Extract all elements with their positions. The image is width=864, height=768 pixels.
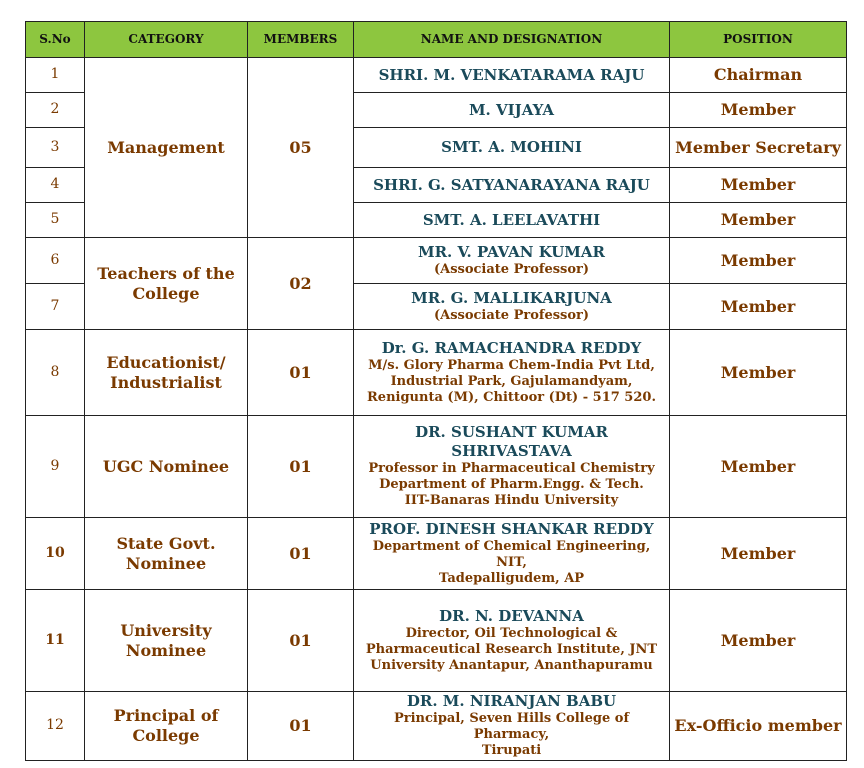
member-designation-line: Department of Pharm.Engg. & Tech.	[379, 477, 644, 493]
name-designation-cell	[354, 58, 670, 93]
member-designation-line: Tirupati	[481, 743, 542, 759]
member-name: SHRI. G. SATYANARAYANA RAJU	[373, 175, 650, 194]
members-count-cell: 01	[248, 692, 354, 761]
members-count-cell: 01	[248, 330, 354, 416]
header-sno: S.No	[26, 22, 85, 58]
sno-cell: 12	[26, 692, 85, 761]
name-designation-cell	[354, 590, 670, 692]
name-designation-cell	[354, 203, 670, 238]
member-name: DR. M. NIRANJAN BABU	[406, 692, 617, 710]
governing-body-table	[25, 21, 847, 761]
position-cell: Member	[670, 203, 847, 238]
name-designation-cell	[354, 238, 670, 284]
category-cell: UGC Nominee	[85, 416, 248, 518]
header-members: MEMBERS	[248, 22, 354, 58]
position-cell: Member	[670, 518, 847, 590]
position-cell: Chairman	[670, 58, 847, 93]
members-count-cell: 01	[248, 518, 354, 590]
member-name: M. VIJAYA	[468, 100, 555, 119]
member-name: DR. N. DEVANNA	[439, 606, 584, 625]
table-row	[26, 58, 847, 93]
member-designation-line: Renigunta (M), Chittoor (Dt) - 517 520.	[367, 390, 656, 405]
member-name: Dr. G. RAMACHANDRA REDDY	[381, 338, 642, 357]
member-name: SMT. A. LEELAVATHI	[422, 210, 601, 229]
table-row	[26, 416, 847, 518]
name-designation-cell	[354, 692, 670, 761]
sno-cell: 10	[26, 518, 85, 590]
table-row	[26, 590, 847, 692]
sno-cell: 7	[26, 284, 85, 330]
member-name: DR. SUSHANT KUMAR SHRIVASTAVA	[415, 423, 608, 461]
member-designation-line: M/s. Glory Pharma Chem-India Pvt Ltd,	[368, 357, 655, 373]
name-designation-cell	[354, 330, 670, 416]
position-cell: Member	[670, 330, 847, 416]
member-name: SMT. A. MOHINI	[441, 138, 582, 157]
member-name: MR. G. MALLIKARJUNA	[411, 289, 612, 307]
member-designation-line: (Associate Professor)	[433, 261, 590, 277]
sno-cell: 9	[26, 416, 85, 518]
header-category: CATEGORY	[85, 22, 248, 58]
members-count-cell: 05	[248, 58, 354, 238]
sno-cell: 6	[26, 238, 85, 284]
sno-cell: 1	[26, 58, 85, 93]
table-body	[26, 58, 847, 761]
header-row	[26, 22, 847, 58]
table-row	[26, 238, 847, 284]
member-designation-line: Pharmaceutical Research Institute, JNT	[365, 641, 658, 657]
members-count-cell: 01	[248, 416, 354, 518]
name-designation-cell	[354, 168, 670, 203]
sno-cell: 2	[26, 93, 85, 128]
members-count-cell: 01	[248, 590, 354, 692]
member-designation-line: University Anantapur, Ananthapuramu	[370, 658, 653, 673]
name-designation-cell	[354, 284, 670, 330]
position-cell: Member	[670, 416, 847, 518]
member-name: MR. V. PAVAN KUMAR	[417, 243, 606, 261]
table-row	[26, 692, 847, 761]
member-designation-line: (Associate Professor)	[433, 307, 590, 323]
member-designation-line: Tadepalligudem, AP	[438, 571, 585, 586]
member-name: PROF. DINESH SHANKAR REDDY	[369, 519, 654, 538]
sno-cell: 8	[26, 330, 85, 416]
sno-cell: 5	[26, 203, 85, 238]
member-designation-line: Industrial Park, Gajulamandyam,	[390, 373, 633, 389]
header-name: NAME AND DESIGNATION	[354, 22, 670, 58]
category-cell: State Govt. Nominee	[85, 518, 248, 590]
position-cell: Member	[670, 93, 847, 128]
header-position: POSITION	[670, 22, 847, 58]
member-name: SHRI. M. VENKATARAMA RAJU	[378, 65, 645, 84]
position-cell: Member	[670, 168, 847, 203]
category-cell: Management	[85, 58, 248, 238]
member-designation-line: Principal, Seven Hills College of Pharmacy,	[393, 710, 630, 742]
position-cell: Ex-Officio member	[670, 692, 847, 761]
category-cell: University Nominee	[85, 590, 248, 692]
category-cell: Educationist/ Industrialist	[85, 330, 248, 416]
category-cell: Principal of College	[85, 692, 248, 761]
members-count-cell: 02	[248, 238, 354, 330]
position-cell: Member	[670, 284, 847, 330]
sno-cell: 3	[26, 128, 85, 168]
position-cell: Member	[670, 590, 847, 692]
sno-cell: 11	[26, 590, 85, 692]
category-cell: Teachers of the College	[85, 238, 248, 330]
member-designation-line: Department of Chemical Engineering, NIT,	[372, 538, 651, 570]
table-row	[26, 330, 847, 416]
name-designation-cell	[354, 416, 670, 518]
table-row	[26, 518, 847, 590]
member-designation-line: Professor in Pharmaceutical Chemistry	[368, 460, 655, 476]
name-designation-cell	[354, 93, 670, 128]
member-designation-line: IIT-Banaras Hindu University	[404, 493, 619, 509]
name-designation-cell	[354, 128, 670, 168]
sno-cell: 4	[26, 168, 85, 203]
member-designation-line: Director, Oil Technological &	[405, 625, 618, 641]
position-cell: Member	[670, 238, 847, 284]
position-cell: Member Secretary	[670, 128, 847, 168]
name-designation-cell	[354, 518, 670, 590]
